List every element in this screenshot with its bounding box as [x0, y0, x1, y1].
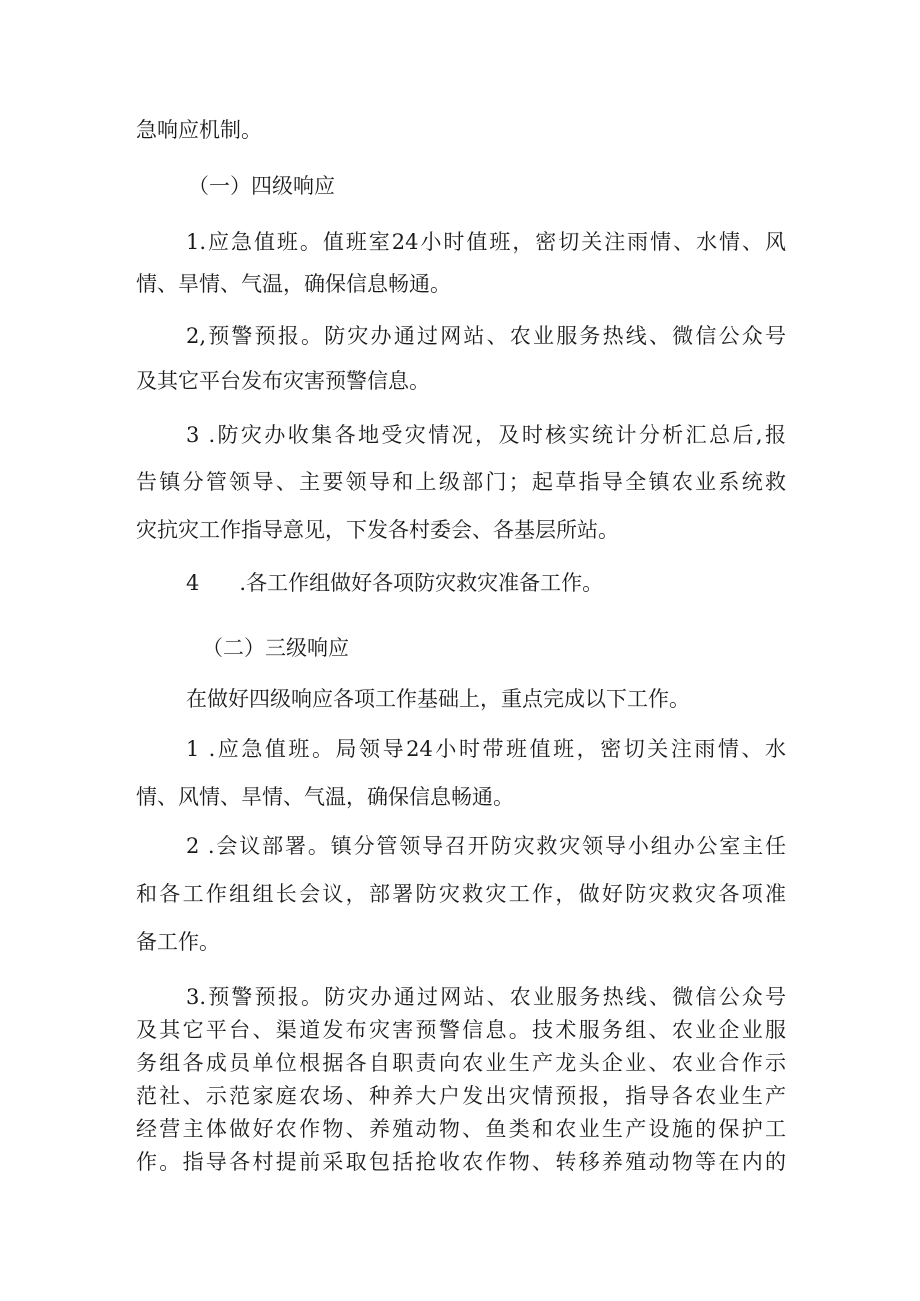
- text-line: 情、风情、旱情、气温，确保信息畅通。: [136, 785, 514, 809]
- text-line: 及其它平台发布灾害预警信息。: [136, 369, 430, 393]
- text-line: 务组各成员单位根据各自职责向农业生产龙头企业、农业合作示: [136, 1051, 786, 1075]
- section-heading: （二）三级响应: [202, 636, 349, 660]
- text-line: 在做好四级响应各项工作基础上，重点完成以下工作。: [186, 687, 690, 711]
- text-line: 1 .应急值班。局领导24小时带班值班，密切关注雨情、水: [186, 737, 786, 761]
- text-line: 范社、示范家庭农场、种养大户发出灾情预报，指导各农业生产: [136, 1084, 786, 1108]
- text-line: 2 .会议部署。镇分管领导召开防灾救灾领导小组办公室主任: [186, 834, 786, 858]
- text-line: 急响应机制。: [136, 118, 262, 142]
- text-line: 灾抗灾工作指导意见，下发各村委会、各基层所站。: [136, 518, 619, 542]
- text-line: 备工作。: [136, 930, 220, 954]
- text-line: 2,预警预报。防灾办通过网站、农业服务热线、微信公众号: [186, 324, 786, 348]
- text-line: 4 .各工作组做好各项防灾救灾准备工作。: [186, 571, 604, 595]
- text-line: 经营主体做好农作物、养殖动物、鱼类和农业生产设施的保护工: [136, 1117, 786, 1141]
- section-heading: （一）四级响应: [188, 174, 335, 198]
- text-line: 和各工作组组长会议，部署防灾救灾工作，做好防灾救灾各项准: [136, 882, 786, 906]
- text-line: 告镇分管领导、主要领导和上级部门；起草指导全镇农业系统救: [136, 470, 786, 494]
- text-line: 3.预警预报。防灾办通过网站、农业服务热线、微信公众号: [186, 985, 786, 1009]
- text-line: 3 .防灾办收集各地受灾情况，及时核实统计分析汇总后,报: [186, 423, 786, 447]
- text-line: 情、旱情、气温，确保信息畅通。: [136, 272, 451, 296]
- text-line: 及其它平台、渠道发布灾害预警信息。技术服务组、农业企业服: [136, 1018, 786, 1042]
- text-line: 1.应急值班。值班室24小时值班，密切关注雨情、水情、风: [186, 230, 786, 254]
- text-line: 作。指导各村提前采取包括抢收农作物、转移养殖动物等在内的: [136, 1150, 786, 1174]
